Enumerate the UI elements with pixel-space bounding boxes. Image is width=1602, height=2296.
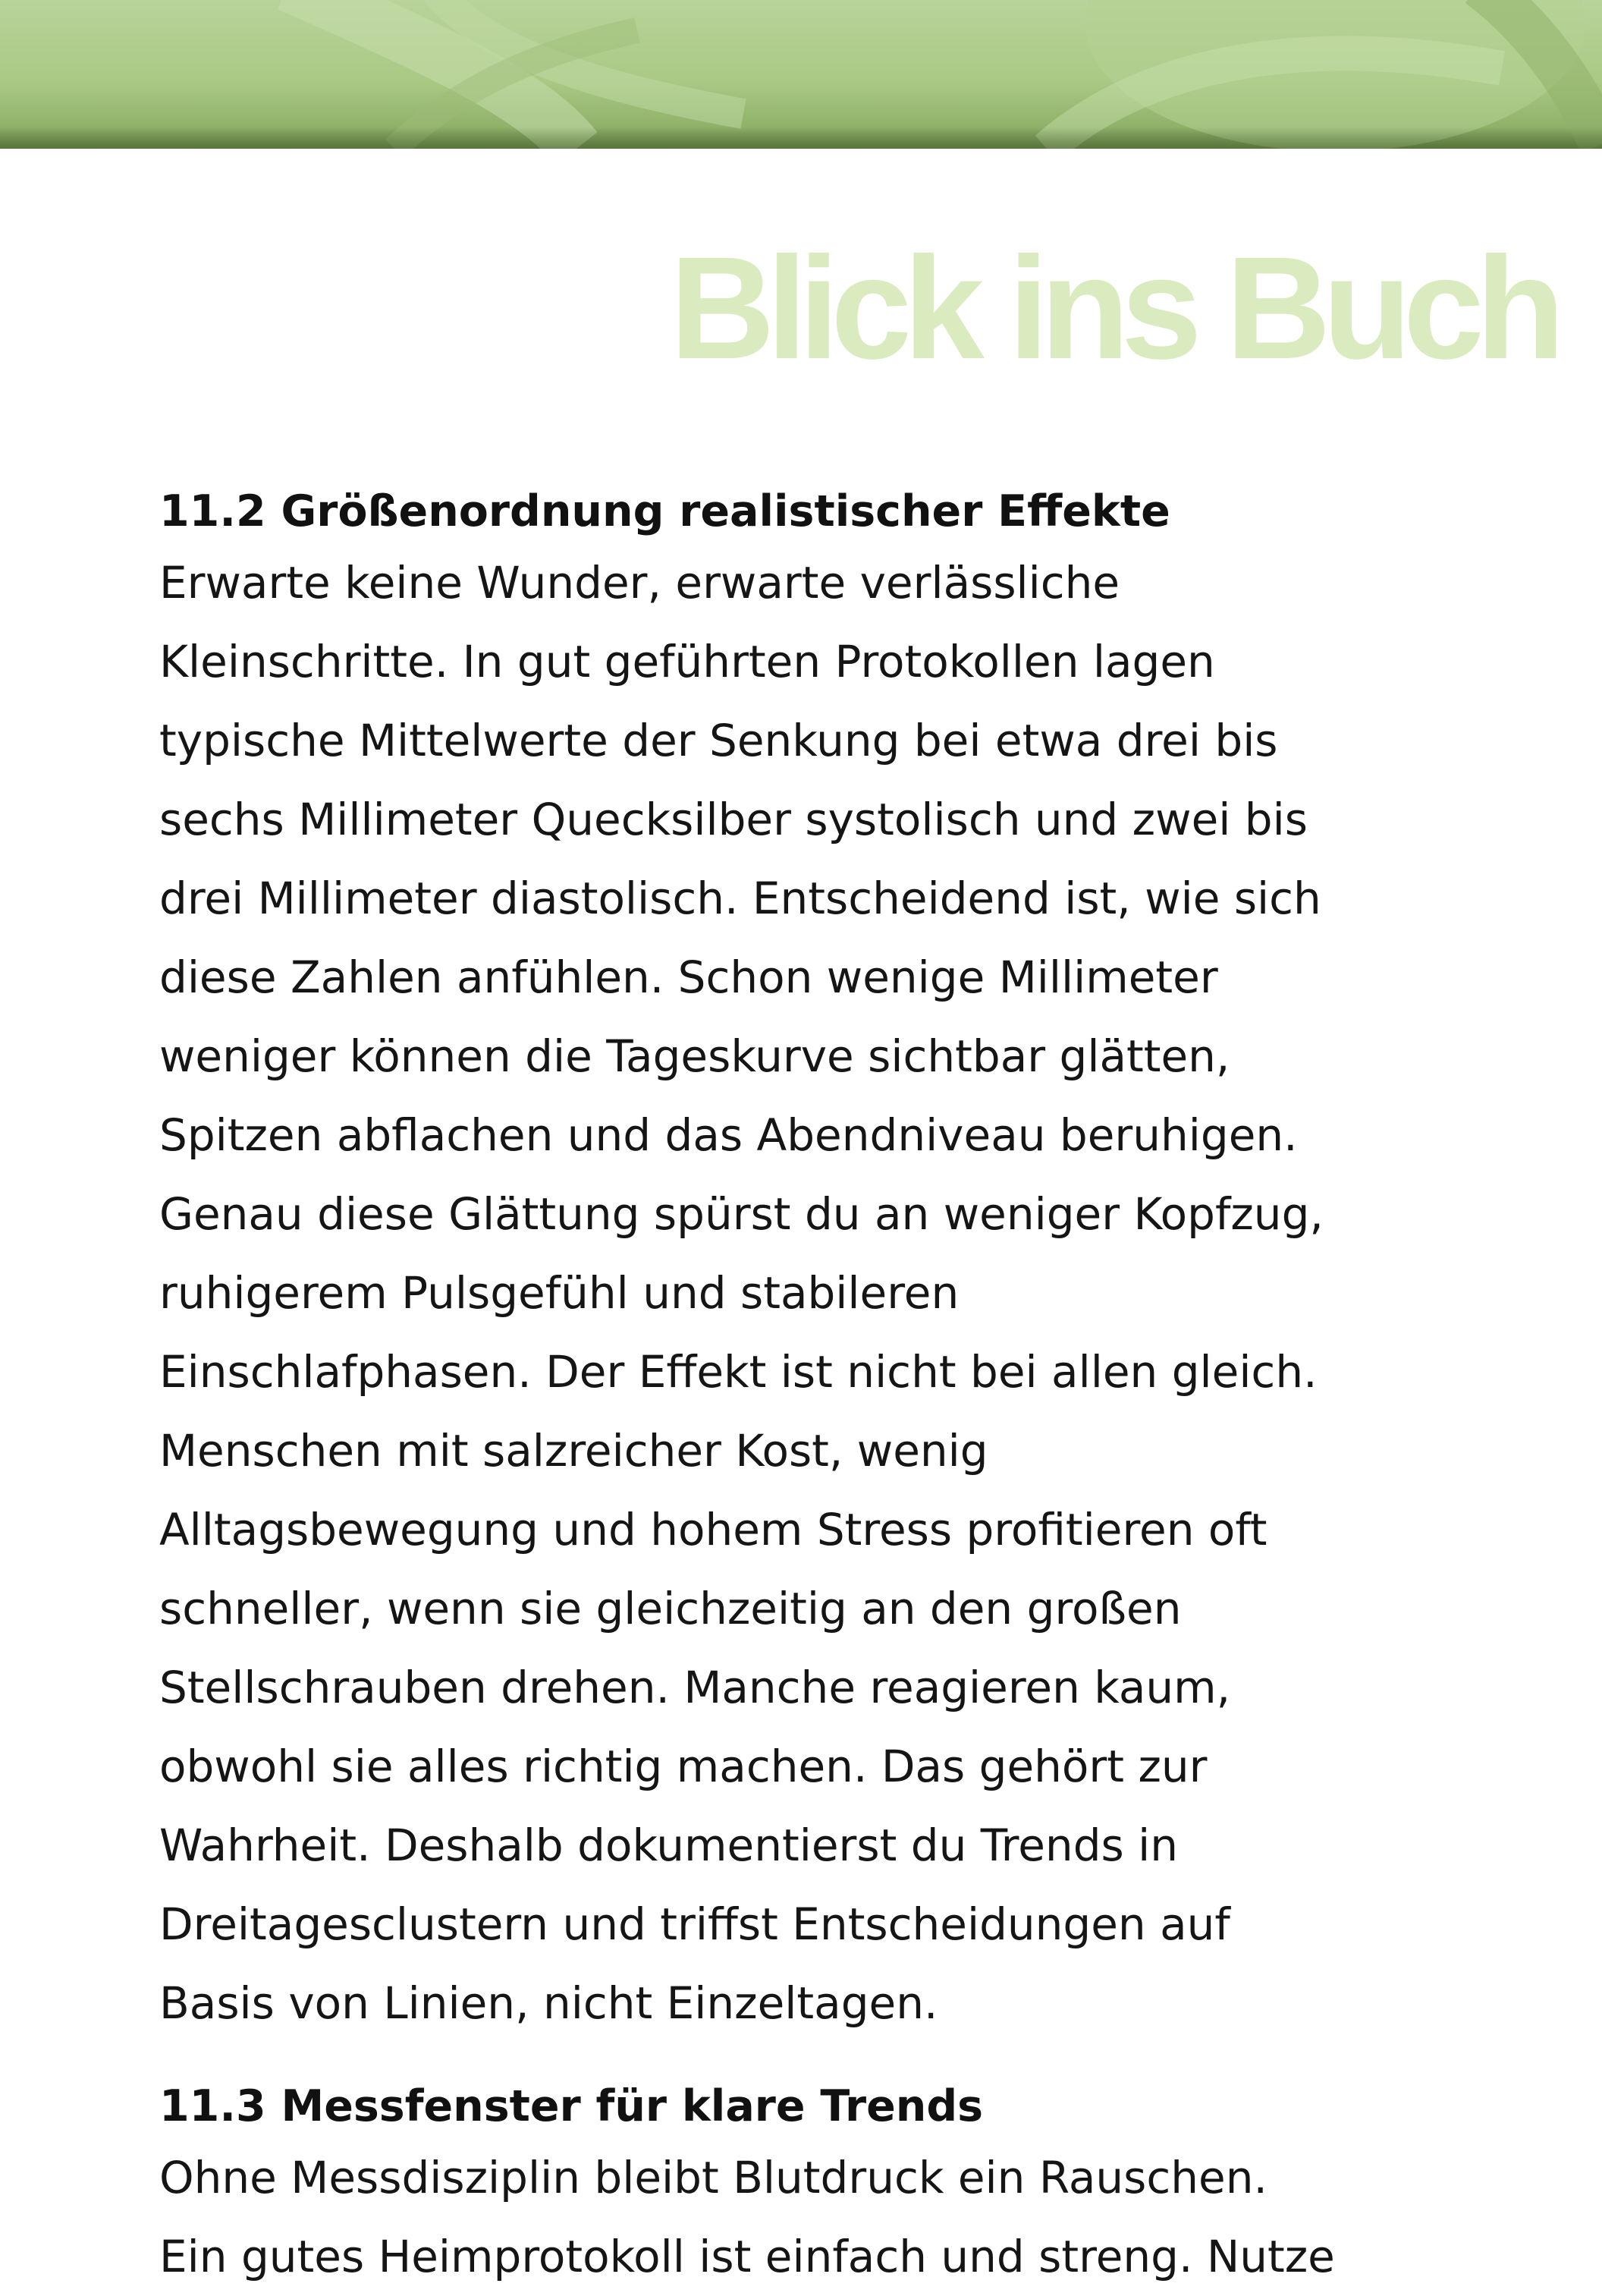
text-line: typische Mittelwerte der Senkung bei etwa drei bis	[159, 715, 1278, 766]
banner-decoration	[0, 0, 1602, 149]
text-line: Wahrheit. Deshalb dokumentierst du Trends in	[159, 1820, 1179, 1871]
text-line: Genau diese Glättung spürst du an weniger Kopfzug,	[159, 1188, 1324, 1240]
text-line: Basis von Linien, nicht Einzeltagen.	[159, 1977, 938, 2029]
section-heading: Blick ins Buch	[670, 226, 1556, 389]
section-gap	[159, 2043, 1464, 2074]
text-line: Alltagsbewegung und hohem Stress profitieren oft	[159, 1504, 1267, 1555]
paragraph-11-3	[159, 2138, 1464, 2296]
text-line: Dreitagesclustern und triffst Entscheidungen auf	[159, 1898, 1230, 1950]
header-banner	[0, 0, 1602, 149]
text-line: obwohl sie alles richtig machen. Das gehört zur	[159, 1741, 1208, 1792]
paragraph-11-2	[159, 543, 1464, 2043]
text-line: Erwarte keine Wunder, erwarte verlässliche	[159, 557, 1120, 609]
text-line: schneller, wenn sie gleichzeitig an den großen	[159, 1583, 1182, 1634]
banner-bottom-shadow	[0, 127, 1602, 149]
text-line: Spitzen abflachen und das Abendniveau beruhigen.	[159, 1109, 1298, 1161]
text-line: Ein gutes Heimprotokoll ist einfach und streng. Nutze	[159, 2231, 1335, 2282]
subsection-heading-11-2: 11.2 Größenordnung realistischer Effekte	[159, 486, 1170, 536]
text-line: weniger können die Tageskurve sichtbar glätten,	[159, 1030, 1230, 1082]
text-line: diese Zahlen anfühlen. Schon wenige Millimeter	[159, 951, 1218, 1003]
text-line: sechs Millimeter Quecksilber systolisch und zwei bis	[159, 794, 1308, 845]
text-line: Ohne Messdisziplin bleibt Blutdruck ein Rauschen.	[159, 2152, 1267, 2203]
text-line: Menschen mit salzreicher Kost, wenig	[159, 1425, 988, 1477]
subsection-heading-11-3: 11.3 Messfenster für klare Trends	[159, 2081, 984, 2131]
text-line: Kleinschritte. In gut geführten Protokollen lagen	[159, 636, 1215, 687]
text-line: ruhigerem Pulsgefühl und stabileren	[159, 1267, 960, 1319]
article-content	[159, 480, 1464, 2296]
text-line: Stellschrauben drehen. Manche reagieren kaum,	[159, 1662, 1231, 1713]
text-line: Einschlafphasen. Der Effekt ist nicht bei allen gleich.	[159, 1346, 1318, 1398]
text-line: drei Millimeter diastolisch. Entscheidend ist, wie sich	[159, 873, 1321, 924]
